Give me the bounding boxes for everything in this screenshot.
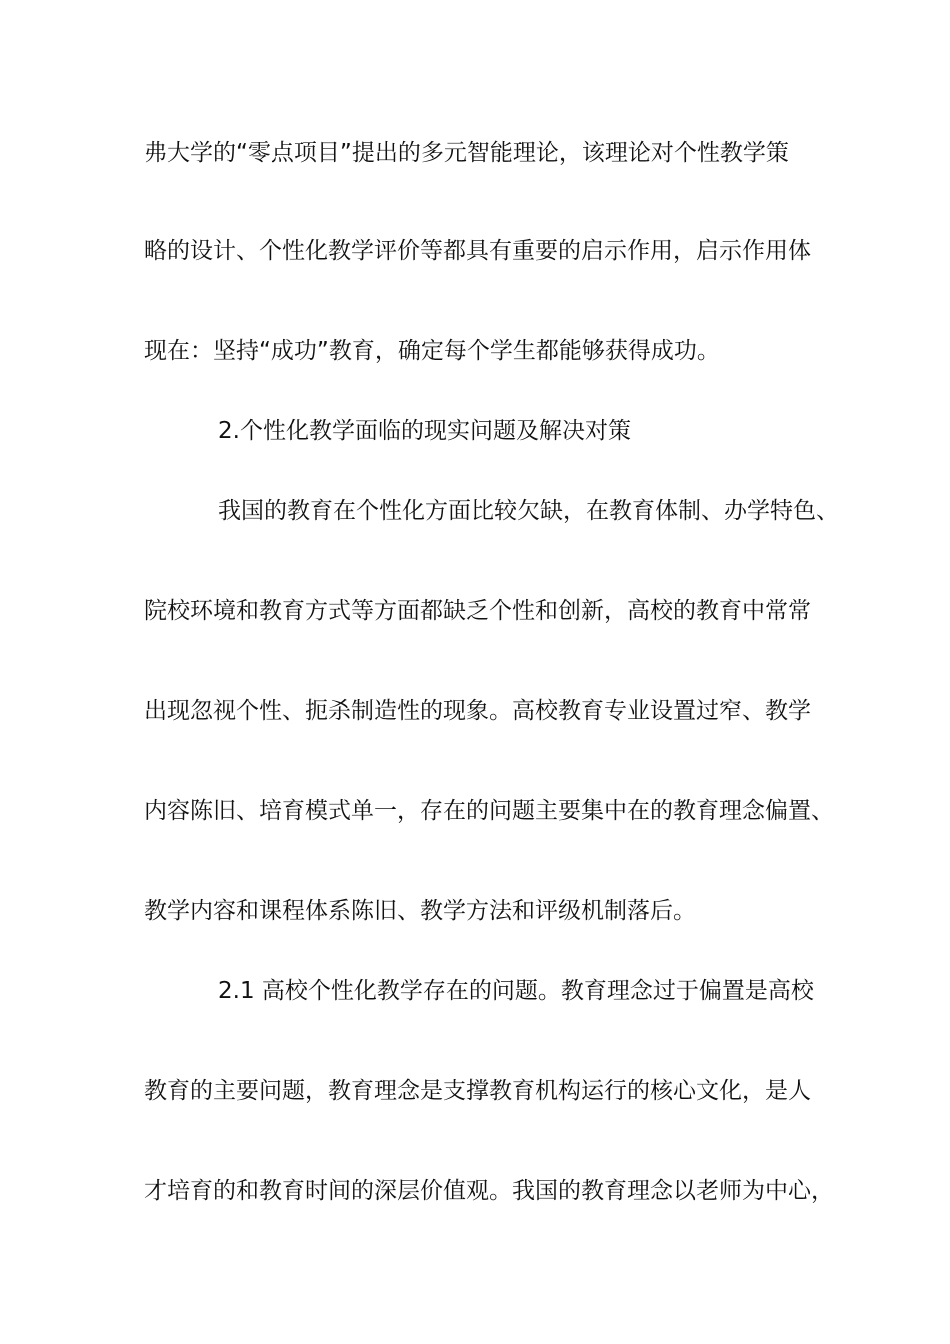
paragraph-line: 现在：坚持“成功”教育，确定每个学生都能够获得成功。 xyxy=(144,338,720,364)
paragraph-line: 教育的主要问题，教育理念是支撑教育机构运行的核心文化，是人 xyxy=(144,1078,811,1104)
subsection-line: 2.1 高校个性化教学存在的问题。教育理念过于偏置是高校 xyxy=(218,978,814,1004)
paragraph-line: 弗大学的“零点项目”提出的多元智能理论，该理论对个性教学策 xyxy=(144,140,789,166)
paragraph-line: 略的设计、个性化教学评价等都具有重要的启示作用，启示作用体 xyxy=(144,238,811,264)
paragraph-line: 才培育的和教育时间的深层价值观。我国的教育理念以老师为中心， xyxy=(144,1178,834,1204)
paragraph-line: 院校环境和教育方式等方面都缺乏个性和创新，高校的教育中常常 xyxy=(144,598,811,624)
paragraph-line: 内容陈旧、培育模式单一，存在的问题主要集中在的教育理念偏置、 xyxy=(144,798,834,824)
paragraph-line: 我国的教育在个性化方面比较欠缺，在教育体制、办学特色、 xyxy=(218,498,839,524)
section-heading: 2.个性化教学面临的现实问题及解决对策 xyxy=(218,418,631,444)
paragraph-line: 教学内容和课程体系陈旧、教学方法和评级机制落后。 xyxy=(144,898,696,924)
paragraph-line: 出现忽视个性、扼杀制造性的现象。高校教育专业设置过窄、教学 xyxy=(144,698,811,724)
